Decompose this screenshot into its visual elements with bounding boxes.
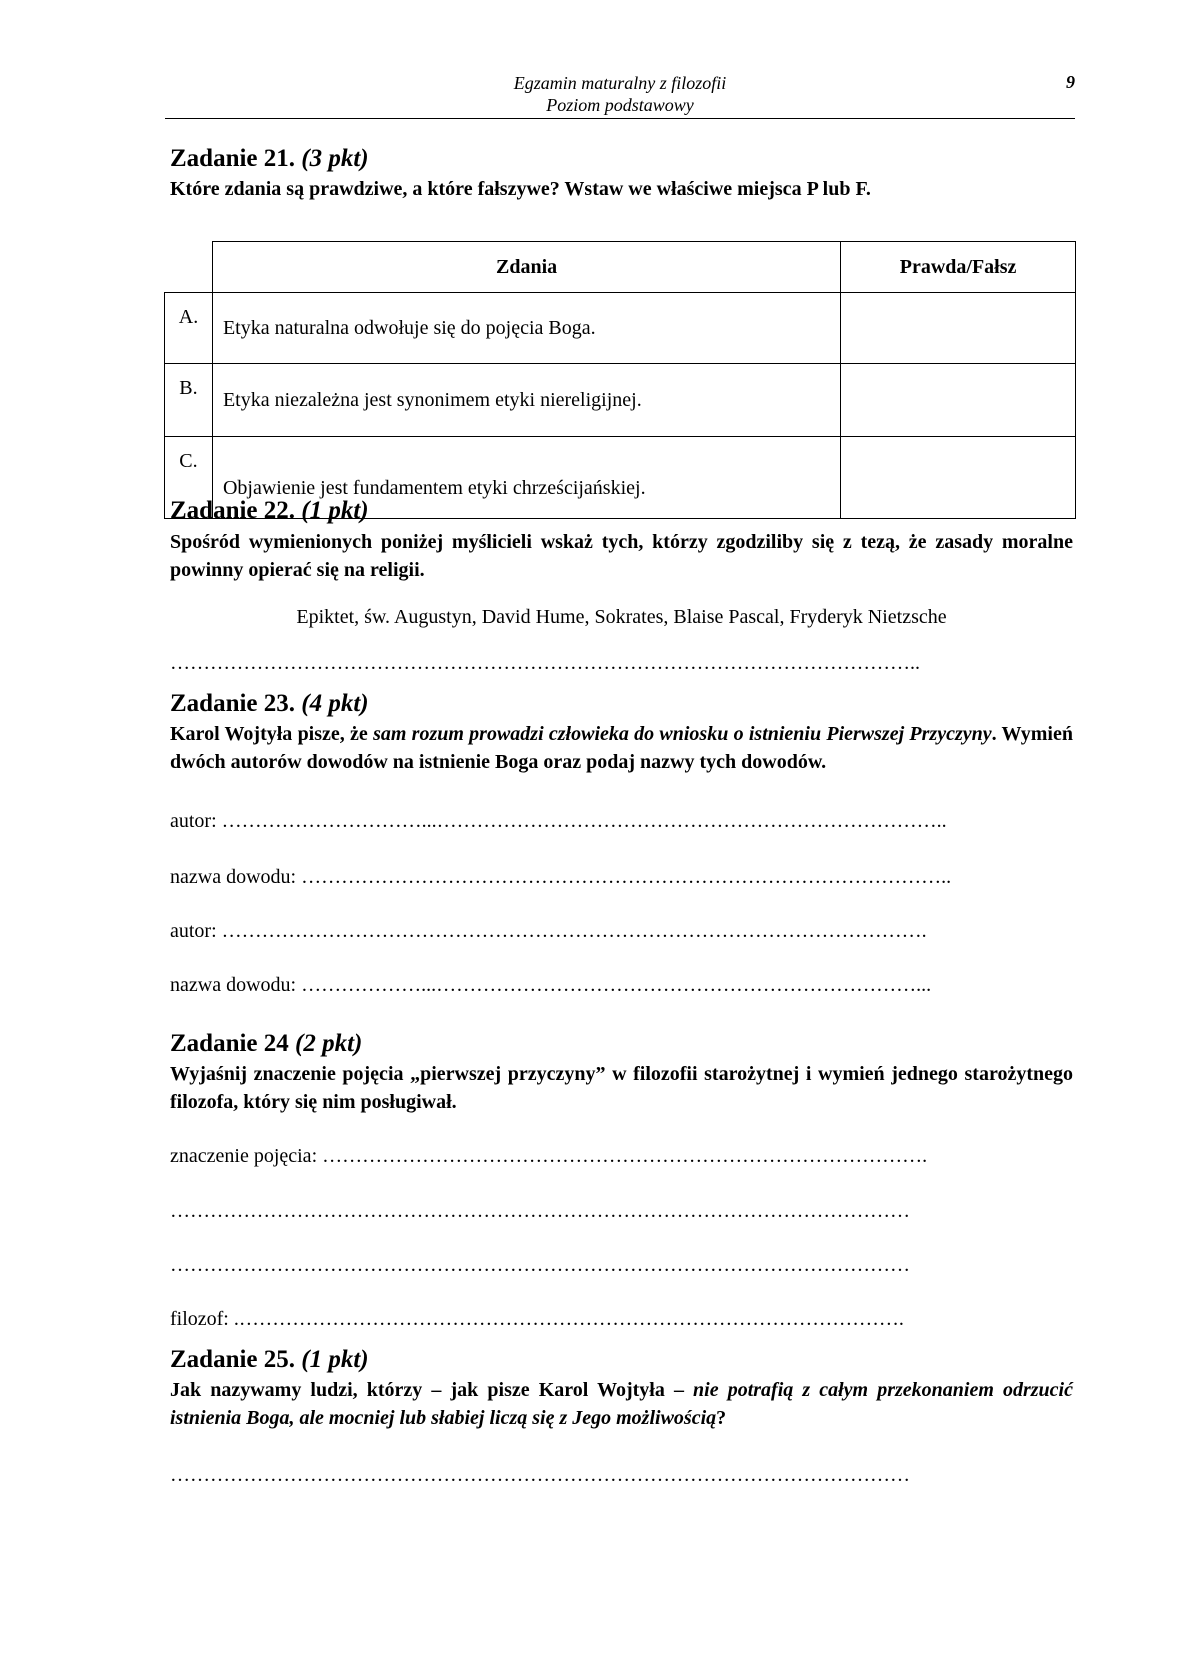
meaning-line-2[interactable]: ………………………………………………………………………………………………… — [170, 1200, 910, 1222]
author-2-line[interactable]: autor: ……………………………………………………………………………………………. — [170, 920, 927, 942]
task-25-instruction — [170, 1376, 1073, 1432]
table-corner — [165, 242, 213, 293]
page-number: 9 — [1066, 72, 1075, 92]
task-25-label: Zadanie 25. — [170, 1346, 296, 1373]
thinkers-list: Epiktet, św. Augustyn, David Hume, Sokrates, Blaise Pascal, Fryderyk Nietzsche — [296, 606, 947, 628]
task-21-title — [170, 144, 369, 174]
row-statement: Etyka niezależna jest synonimem etyki niereligijnej. — [212, 364, 840, 437]
task-25-answer-line[interactable]: ………………………………………………………………………………………………… — [170, 1464, 910, 1486]
table-row — [165, 364, 1076, 437]
author-1-line[interactable]: autor: …………………………...………………………………………………………………….. — [170, 810, 947, 832]
philosopher-line[interactable]: filozof: .………………………………………………………………………………………. — [170, 1308, 904, 1330]
answer-cell-b[interactable] — [841, 364, 1076, 437]
task-21-instruction: Które zdania są prawdziwe, a które fałszywe? Wstaw we właściwe miejsca P lub F. — [170, 178, 871, 200]
answer-cell-a[interactable] — [841, 293, 1076, 364]
task-25-points: (1 pkt) — [301, 1346, 369, 1373]
row-statement: Objawienie jest fundamentem etyki chrześcijańskiej. — [212, 437, 840, 519]
column-header-answer: Prawda/Fałsz — [841, 242, 1076, 293]
meaning-line[interactable]: znaczenie pojęcia: ………………………………………………………………………………. — [170, 1145, 928, 1167]
task-22-points: (1 pkt) — [301, 497, 369, 524]
task-23-points: (4 pkt) — [301, 690, 369, 717]
meaning-line-3[interactable]: ………………………………………………………………………………………………… — [170, 1254, 910, 1276]
table-row — [165, 293, 1076, 364]
task-23-instruction — [170, 720, 1073, 776]
proof-name-2-line[interactable]: nazwa dowodu: ………………...………………………………………………………………... — [170, 974, 932, 996]
wojtyla-quote-2: nie potrafią z całym przekonaniem odrzucić istnienia Boga, ale mocniej lub słabiej liczą się z Jego możliwością — [170, 1379, 1073, 1429]
task-25-instr-b: ? — [716, 1407, 727, 1429]
page-header — [165, 70, 1075, 119]
task-24-instruction: Wyjaśnij znaczenie pojęcia „pierwszej przyczyny” w filozofii starożytnej i wymień jednego starożytnego filozofa, który się nim posługiwał. — [170, 1063, 1073, 1113]
task-21-label: Zadanie 21. — [170, 145, 296, 172]
proof-name-1-line[interactable]: nazwa dowodu: …………………………………………………………………………………….. — [170, 866, 952, 888]
task-25-title — [170, 1345, 369, 1375]
task-23-label: Zadanie 23. — [170, 690, 296, 717]
row-letter: C. — [165, 437, 213, 519]
wojtyla-quote: sam rozum prowadzi człowieka do wniosku o istnieniu Pierwszej Przyczyny — [373, 723, 992, 745]
row-letter: B. — [165, 364, 213, 437]
task-21-points: (3 pkt) — [301, 145, 369, 172]
task-23-title — [170, 689, 369, 719]
row-letter: A. — [165, 293, 213, 364]
task-23-instr-a: Karol Wojtyła pisze, że — [170, 723, 374, 745]
true-false-table — [164, 241, 1076, 519]
exam-level: Poziom podstawowy — [546, 95, 694, 115]
row-statement: Etyka naturalna odwołuje się do pojęcia Boga. — [212, 293, 840, 364]
answer-cell-c[interactable] — [841, 437, 1076, 519]
column-header-statements: Zdania — [212, 242, 840, 293]
task-22-answer-line[interactable]: ………………………………………………………………………………………………….. — [170, 652, 920, 674]
task-24-title — [170, 1029, 362, 1059]
exam-title: Egzamin maturalny z filozofii — [513, 73, 727, 93]
task-25-instr-a: Jak nazywamy ludzi, którzy – jak pisze Karol Wojtyła – — [170, 1379, 694, 1401]
task-22-label: Zadanie 22. — [170, 497, 296, 524]
task-24-points: (2 pkt) — [295, 1030, 363, 1057]
task-24-label: Zadanie 24 — [170, 1030, 289, 1057]
task-23-instr-b: . Wymień dwóch autorów dowodów na istnienie Boga oraz podaj nazwy tych dowodów. — [170, 723, 1073, 773]
task-22-title — [170, 496, 369, 526]
task-22-instruction: Spośród wymienionych poniżej myślicieli wskaż tych, którzy zgodziliby się z tezą, że zasady moralne powinny opierać się na religii. — [170, 531, 1073, 581]
